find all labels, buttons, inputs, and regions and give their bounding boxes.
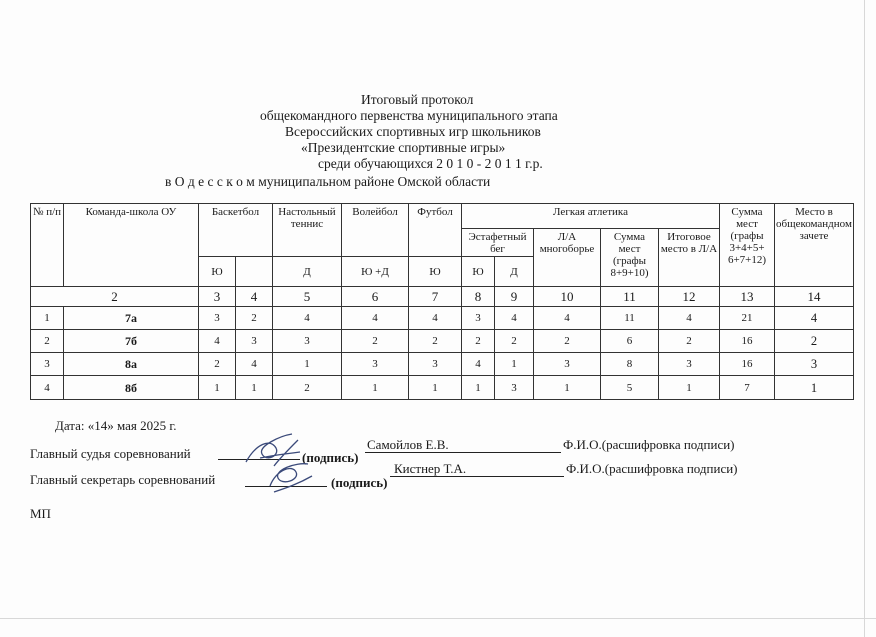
score-cell: 3 — [199, 307, 236, 330]
score-cell: 7 — [720, 376, 775, 400]
secretary-sign-caption: (подпись) — [331, 475, 388, 490]
subheader-tennis-girls: Д — [273, 257, 342, 287]
column-number-cell: 13 — [720, 287, 775, 307]
heading-line-6: в О д е с с к о м муниципальном районе Омской области — [165, 174, 491, 189]
score-cell: 11 — [601, 307, 659, 330]
team-cell: 8б — [64, 376, 199, 400]
team-cell: 7а — [64, 307, 199, 330]
score-cell: 1 — [534, 376, 601, 400]
header-final-place-la: Итоговое место в Л/А — [659, 229, 720, 287]
score-cell: 1 — [495, 353, 534, 376]
page-edge-right — [864, 0, 865, 637]
score-cell: 3 — [236, 330, 273, 353]
judge-label: Главный судья соревнований — [30, 446, 191, 461]
judge-fio-caption: Ф.И.О.(расшифровка подписи) — [563, 437, 735, 452]
team-cell: 7б — [64, 330, 199, 353]
subheader-football-boys: Ю — [409, 257, 462, 287]
heading-line-3: Всероссийских спортивных игр школьников — [285, 124, 541, 139]
row-number-cell: 1 — [31, 307, 64, 330]
column-number-cell: 4 — [236, 287, 273, 307]
place-cell: 2 — [775, 330, 854, 353]
score-cell: 4 — [659, 307, 720, 330]
team-cell: 8а — [64, 353, 199, 376]
page-edge-bottom — [0, 618, 876, 619]
column-number-cell: 11 — [601, 287, 659, 307]
score-cell: 4 — [409, 307, 462, 330]
column-number-cell: 12 — [659, 287, 720, 307]
subheader-relay-boys: Ю — [462, 257, 495, 287]
judge-name-line — [365, 452, 561, 453]
heading-line-2: общекомандного первенства муниципального этапа — [260, 108, 558, 123]
score-cell: 4 — [199, 330, 236, 353]
score-cell: 1 — [659, 376, 720, 400]
table-row — [31, 330, 854, 353]
subheader-volleyball-mixed: Ю +Д — [342, 257, 409, 287]
score-cell: 5 — [601, 376, 659, 400]
secretary-label: Главный секретарь соревнований — [30, 472, 216, 487]
header-multievent: Л/А многоборье — [534, 229, 601, 287]
score-cell: 2 — [342, 330, 409, 353]
header-volleyball: Волейбол — [342, 204, 409, 257]
score-cell: 2 — [236, 307, 273, 330]
secretary-fio-caption: Ф.И.О.(расшифровка подписи) — [566, 461, 738, 476]
score-cell: 2 — [462, 330, 495, 353]
score-cell: 3 — [534, 353, 601, 376]
row-number-cell: 3 — [31, 353, 64, 376]
score-cell: 3 — [462, 307, 495, 330]
column-number-cell: 10 — [534, 287, 601, 307]
score-cell: 16 — [720, 330, 775, 353]
header-basketball: Баскетбол — [199, 204, 273, 257]
heading-line-1: Итоговый протокол — [361, 92, 474, 107]
header-relay: Эстафетный бег — [462, 229, 534, 257]
score-cell: 2 — [659, 330, 720, 353]
score-cell: 3 — [659, 353, 720, 376]
score-cell: 21 — [720, 307, 775, 330]
secretary-name-line — [390, 476, 564, 477]
row-number-cell: 2 — [31, 330, 64, 353]
header-num: № п/п — [31, 204, 64, 287]
score-cell: 4 — [273, 307, 342, 330]
score-cell: 2 — [409, 330, 462, 353]
header-tennis: Настольный теннис — [273, 204, 342, 257]
score-cell: 4 — [236, 353, 273, 376]
header-place-overall: Место в общекомандном зачете — [775, 204, 854, 287]
score-cell: 3 — [409, 353, 462, 376]
score-cell: 4 — [495, 307, 534, 330]
date-line: Дата: «14» мая 2025 г. — [55, 418, 177, 433]
column-number-cell: 7 — [409, 287, 462, 307]
judge-name: Самойлов Е.В. — [367, 437, 449, 452]
score-cell: 1 — [409, 376, 462, 400]
column-number-cell: 9 — [495, 287, 534, 307]
column-number-cell: 5 — [273, 287, 342, 307]
column-number-cell: 6 — [342, 287, 409, 307]
column-number-cell: 8 — [462, 287, 495, 307]
header-football: Футбол — [409, 204, 462, 257]
score-cell: 1 — [236, 376, 273, 400]
heading-line-4: «Президентские спортивные игры» — [301, 140, 506, 155]
subheader-relay-girls: Д — [495, 257, 534, 287]
score-cell: 2 — [199, 353, 236, 376]
header-sum-places-la: Сумма мест (графы 8+9+10) — [601, 229, 659, 287]
score-cell: 16 — [720, 353, 775, 376]
secretary-name: Кистнер Т.А. — [394, 461, 467, 476]
header-team: Команда-школа ОУ — [64, 204, 199, 287]
heading-line-5: среди обучающихся 2 0 1 0 - 2 0 1 1 г.р. — [318, 156, 543, 171]
column-number-cell: 2 — [31, 287, 199, 307]
table-row — [31, 353, 854, 376]
row-number-cell: 4 — [31, 376, 64, 400]
score-cell: 2 — [534, 330, 601, 353]
subheader-basketball-empty — [236, 257, 273, 287]
score-cell: 3 — [273, 330, 342, 353]
header-athletics: Легкая атлетика — [462, 204, 720, 229]
score-cell: 2 — [273, 376, 342, 400]
score-cell: 3 — [342, 353, 409, 376]
stamp-place-label: МП — [30, 506, 51, 521]
score-cell: 1 — [342, 376, 409, 400]
place-cell: 3 — [775, 353, 854, 376]
score-cell: 6 — [601, 330, 659, 353]
score-cell: 4 — [342, 307, 409, 330]
score-cell: 4 — [462, 353, 495, 376]
column-number-cell: 3 — [199, 287, 236, 307]
score-cell: 8 — [601, 353, 659, 376]
place-cell: 4 — [775, 307, 854, 330]
table-row — [31, 376, 854, 400]
table-row — [31, 307, 854, 330]
score-cell: 1 — [462, 376, 495, 400]
score-cell: 3 — [495, 376, 534, 400]
score-cell: 4 — [534, 307, 601, 330]
secretary-signature-image — [262, 456, 322, 496]
judge-sign-caption: (подпись) — [302, 450, 359, 465]
column-number-cell: 14 — [775, 287, 854, 307]
place-cell: 1 — [775, 376, 854, 400]
results-table — [30, 203, 854, 400]
score-cell: 1 — [273, 353, 342, 376]
score-cell: 1 — [199, 376, 236, 400]
score-cell: 2 — [495, 330, 534, 353]
subheader-basketball-boys: Ю — [199, 257, 236, 287]
header-sum-places-total: Сумма мест (графы 3+4+5+ 6+7+12) — [720, 204, 775, 287]
